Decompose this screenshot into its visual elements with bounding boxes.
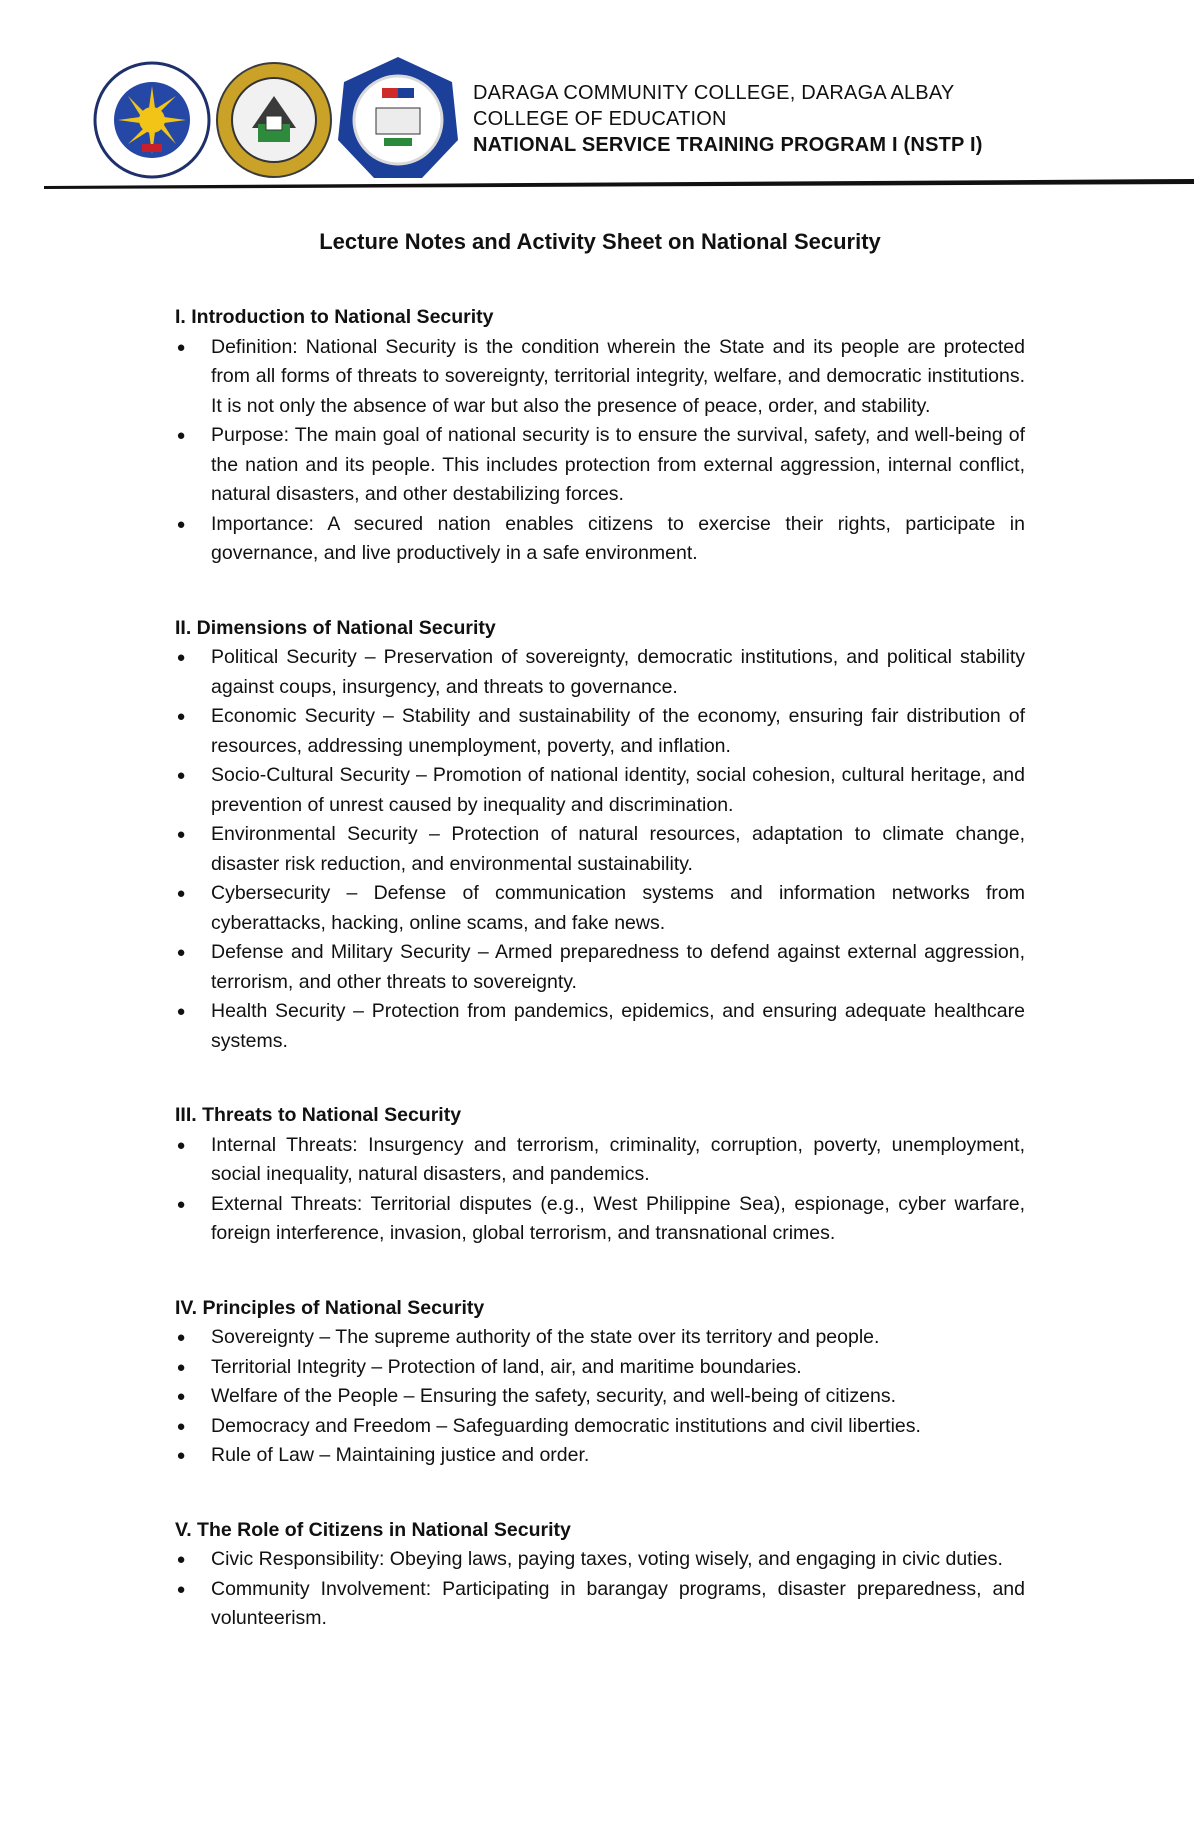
bullet-icon: ● bbox=[176, 338, 186, 356]
list-item bbox=[175, 1323, 1025, 1353]
bullet-icon: ● bbox=[176, 1447, 186, 1464]
bullet-icon: ● bbox=[176, 885, 186, 902]
list-item-text: Importance: A secured nation enables citizens to exercise their rights, participate in governance, and live productively in a safe environment. bbox=[211, 512, 1025, 564]
bullet-list bbox=[175, 1545, 1025, 1634]
list-item bbox=[175, 1575, 1025, 1634]
list-item-text: Economic Security – Stability and sustainability of the economy, ensuring fair distribution of resources, addressing unemployment, poverty, and inflation. bbox=[211, 705, 1025, 757]
list-item-text: Welfare of the People – Ensuring the safety, security, and well-being of citizens. bbox=[211, 1385, 897, 1407]
section-heading: IV. Principles of National Security bbox=[175, 1296, 485, 1319]
bullet-icon: ● bbox=[176, 1329, 186, 1346]
dcc-college-seal-icon bbox=[332, 54, 464, 186]
list-item-text: Environmental Security – Protection of natural resources, adaptation to climate change, disaster risk reduction, and environmental sustainability. bbox=[211, 823, 1025, 875]
list-item bbox=[175, 761, 1025, 820]
section-heading: I. Introduction to National Security bbox=[175, 306, 494, 328]
bullet-icon: ● bbox=[176, 1358, 186, 1376]
bullet-icon: ● bbox=[176, 767, 186, 784]
bullet-icon: ● bbox=[176, 1580, 186, 1598]
section bbox=[175, 614, 1025, 1057]
bullet-icon: ● bbox=[176, 1003, 186, 1020]
list-item-text: Cybersecurity – Defense of communication systems and information networks from cyberattacks, hacking, online scams, and fake news. bbox=[211, 882, 1025, 934]
bullet-icon: ● bbox=[176, 826, 186, 843]
bullet-list bbox=[175, 333, 1025, 569]
section-heading: V. The Role of Citizens in National Security bbox=[175, 1518, 571, 1541]
list-item bbox=[175, 333, 1025, 422]
list-item bbox=[175, 1353, 1025, 1383]
daraga-municipal-seal-icon bbox=[214, 60, 334, 180]
list-item bbox=[175, 997, 1025, 1056]
list-item-text: Civic Responsibility: Obeying laws, paying taxes, voting wisely, and engaging in civic duties. bbox=[211, 1548, 1003, 1570]
program-name: NATIONAL SERVICE TRAINING PROGRAM I (NSTP I) bbox=[473, 134, 983, 156]
list-item bbox=[175, 510, 1025, 569]
bullet-icon: ● bbox=[176, 515, 186, 533]
list-item-text: Political Security – Preservation of sovereignty, democratic institutions, and political stability against coups, insurgency, and threats to governance. bbox=[211, 646, 1025, 698]
list-item bbox=[175, 1441, 1025, 1471]
list-item-text: Health Security – Protection from pandemics, epidemics, and ensuring adequate healthcare systems. bbox=[211, 1000, 1025, 1052]
section bbox=[175, 1294, 1025, 1471]
bullet-icon: ● bbox=[176, 944, 186, 961]
section-heading: II. Dimensions of National Security bbox=[175, 616, 496, 639]
list-item-text: Definition: National Security is the condition wherein the State and its people are protected from all forms of threats to sovereignty, territorial integrity, welfare, and democratic institutions. It is not only the absence of war but also the presence of peace, order, and stability. bbox=[211, 335, 1025, 417]
bullet-list bbox=[175, 643, 1025, 1056]
section bbox=[175, 1101, 1025, 1249]
bullet-icon: ● bbox=[176, 1551, 186, 1568]
list-item-text: Sovereignty – The supreme authority of the state over its territory and people. bbox=[211, 1326, 880, 1348]
list-item bbox=[175, 820, 1025, 879]
section bbox=[175, 1516, 1025, 1634]
list-item bbox=[175, 1131, 1025, 1190]
list-item-text: External Threats: Territorial disputes (e.g., West Philippine Sea), espionage, cyber warfare, foreign interference, invasion, global terrorism, and transnational crimes. bbox=[211, 1192, 1025, 1244]
ched-seal-icon bbox=[92, 60, 212, 180]
document-header bbox=[0, 0, 1200, 200]
list-item bbox=[175, 702, 1025, 761]
section bbox=[175, 303, 1025, 569]
document-title: Lecture Notes and Activity Sheet on National Security bbox=[319, 229, 881, 254]
bullet-icon: ● bbox=[176, 649, 186, 666]
list-item-text: Rule of Law – Maintaining justice and order. bbox=[211, 1444, 590, 1466]
list-item-text: Internal Threats: Insurgency and terrorism, criminality, corruption, poverty, unemployment, social inequality, natural disasters, and pandemics. bbox=[211, 1133, 1025, 1185]
bullet-icon: ● bbox=[176, 427, 186, 444]
list-item-text: Purpose: The main goal of national security is to ensure the survival, safety, and well-being of the nation and its people. This includes protection from external aggression, internal conflict, natural disasters, and other destabilizing forces. bbox=[211, 424, 1025, 505]
list-item bbox=[175, 421, 1025, 510]
list-item bbox=[175, 1190, 1025, 1249]
list-item-text: Community Involvement: Participating in barangay programs, disaster preparedness, and volunteerism. bbox=[211, 1577, 1025, 1629]
list-item bbox=[175, 1545, 1025, 1575]
document-body bbox=[175, 303, 1025, 1679]
bullet-icon: ● bbox=[176, 1388, 186, 1405]
list-item bbox=[175, 643, 1025, 702]
institution-name: DARAGA COMMUNITY COLLEGE, DARAGA ALBAY bbox=[473, 82, 955, 104]
list-item-text: Democracy and Freedom – Safeguarding democratic institutions and civil liberties. bbox=[211, 1414, 921, 1437]
list-item-text: Defense and Military Security – Armed preparedness to defend against external aggression, terrorism, and other threats to sovereignty. bbox=[211, 941, 1025, 993]
college-name: COLLEGE OF EDUCATION bbox=[473, 108, 727, 130]
list-item-text: Socio-Cultural Security – Promotion of national identity, social cohesion, cultural heritage, and prevention of unrest caused by inequality and discrimination. bbox=[211, 764, 1025, 816]
list-item bbox=[175, 1412, 1025, 1442]
bullet-icon: ● bbox=[176, 1195, 186, 1213]
bullet-icon: ● bbox=[176, 708, 186, 725]
bullet-list bbox=[175, 1323, 1025, 1471]
list-item bbox=[175, 938, 1025, 997]
list-item bbox=[175, 879, 1025, 938]
bullet-icon: ● bbox=[176, 1136, 186, 1154]
section-heading: III. Threats to National Security bbox=[175, 1104, 462, 1126]
list-item bbox=[175, 1382, 1025, 1412]
bullet-list bbox=[175, 1131, 1025, 1249]
bullet-icon: ● bbox=[176, 1417, 186, 1435]
institution-block bbox=[473, 80, 983, 158]
list-item-text: Territorial Integrity – Protection of land, air, and maritime boundaries. bbox=[211, 1355, 802, 1378]
header-divider bbox=[44, 177, 1194, 189]
